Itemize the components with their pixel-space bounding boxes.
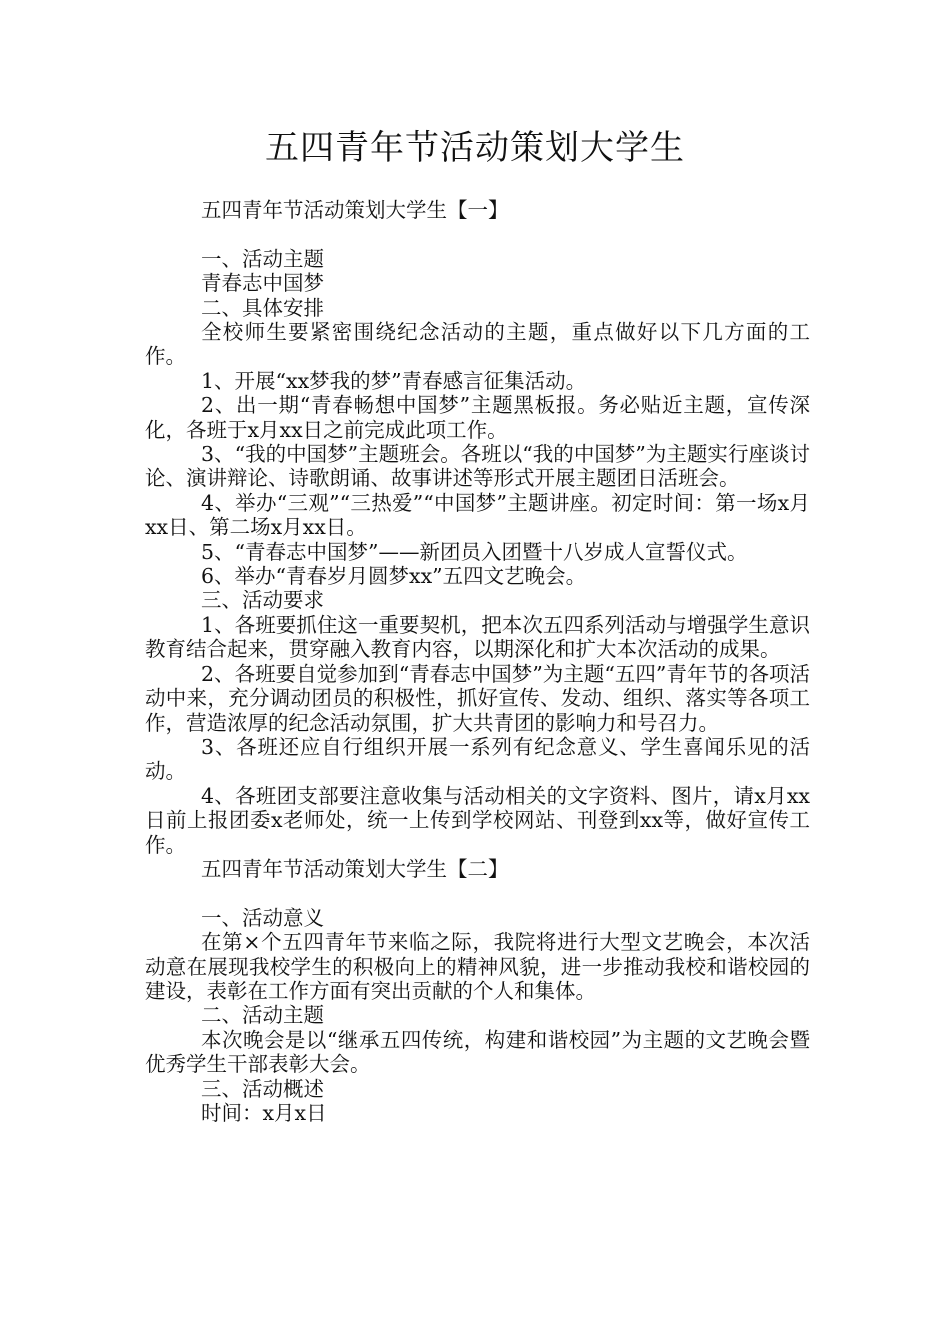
list-item: 4、各班团支部要注意收集与活动相关的文字资料、图片，请x月xx日前上报团委x老师处，统一上传到学校网站、刊登到xx等，做好宣传工作。: [145, 783, 810, 857]
list-item: 2、出一期“青春畅想中国梦”主题黑板报。务必贴近主题，宣传深化，各班于x月xx日之前完成此项工作。: [145, 393, 810, 442]
heading-arrangement: 二、具体安排: [201, 295, 324, 320]
list-item: 4、举办“三观”“三热爱”“中国梦”主题讲座。初定时间：第一场x月xx日、第二场x月xx日。: [145, 490, 810, 540]
paragraph: 时间：x月x日: [201, 1101, 327, 1125]
list-item: 3、各班还应自行组织开展一系列有纪念意义、学生喜闻乐见的活动。: [145, 734, 810, 784]
list-item: 2、各班要自觉参加到“青春志中国梦”为主题“五四”青年节的各项活动中来，充分调动团员的积极性，抓好宣传、发动、组织、落实等各项工作，营造浓厚的纪念活动氛围，扩大共青团的影响力和号召力。: [145, 661, 810, 735]
list-item: 3、“我的中国梦”主题班会。各班以“我的中国梦”为主题实行座谈讨论、演讲辩论、诗歌朗诵、故事讲述等形式开展主题团日活班会。: [145, 442, 810, 491]
blank-line: [145, 881, 810, 905]
heading-requirements: 三、活动要求: [201, 588, 324, 613]
list-item: 1、各班要抓住这一重要契机，把本次五四系列活动与增强学生意识教育结合起来，贯穿融入教育内容，以期深化和扩大本次活动的成果。: [145, 612, 810, 662]
heading-activity-theme: 一、活动主题: [201, 246, 324, 271]
paragraph: 青春志中国梦: [201, 271, 324, 296]
heading-significance: 一、活动意义: [201, 905, 324, 930]
paragraph: 全校师生要紧密围绕纪念活动的主题，重点做好以下几方面的工作。: [145, 320, 810, 369]
section-heading-2: 五四青年节活动策划大学生【二】: [201, 856, 509, 881]
heading-overview: 三、活动概述: [201, 1076, 324, 1101]
heading-activity-theme: 二、活动主题: [201, 1003, 324, 1028]
list-item: 6、举办“青春岁月圆梦xx”五四文艺晚会。: [201, 564, 587, 589]
document-title: 五四青年节活动策划大学生: [265, 128, 685, 168]
section-heading-1: 五四青年节活动策划大学生【一】: [201, 198, 509, 222]
blank-line: [145, 222, 810, 246]
paragraph: 本次晚会是以“继承五四传统，构建和谐校园”为主题的文艺晚会暨优秀学生干部表彰大会。: [145, 1027, 810, 1077]
list-item: 1、开展“xx梦我的梦”青春感言征集活动。: [201, 368, 587, 393]
paragraph: 在第×个五四青年节来临之际，我院将进行大型文艺晚会，本次活动意在展现我校学生的积极向上的精神风貌，进一步推动我校和谐校园的建设，表彰在工作方面有突出贡献的个人和集体。: [145, 930, 810, 1003]
list-item: 5、“青春志中国梦”——新团员入团暨十八岁成人宣誓仪式。: [201, 539, 748, 564]
document-body: [145, 198, 810, 1125]
